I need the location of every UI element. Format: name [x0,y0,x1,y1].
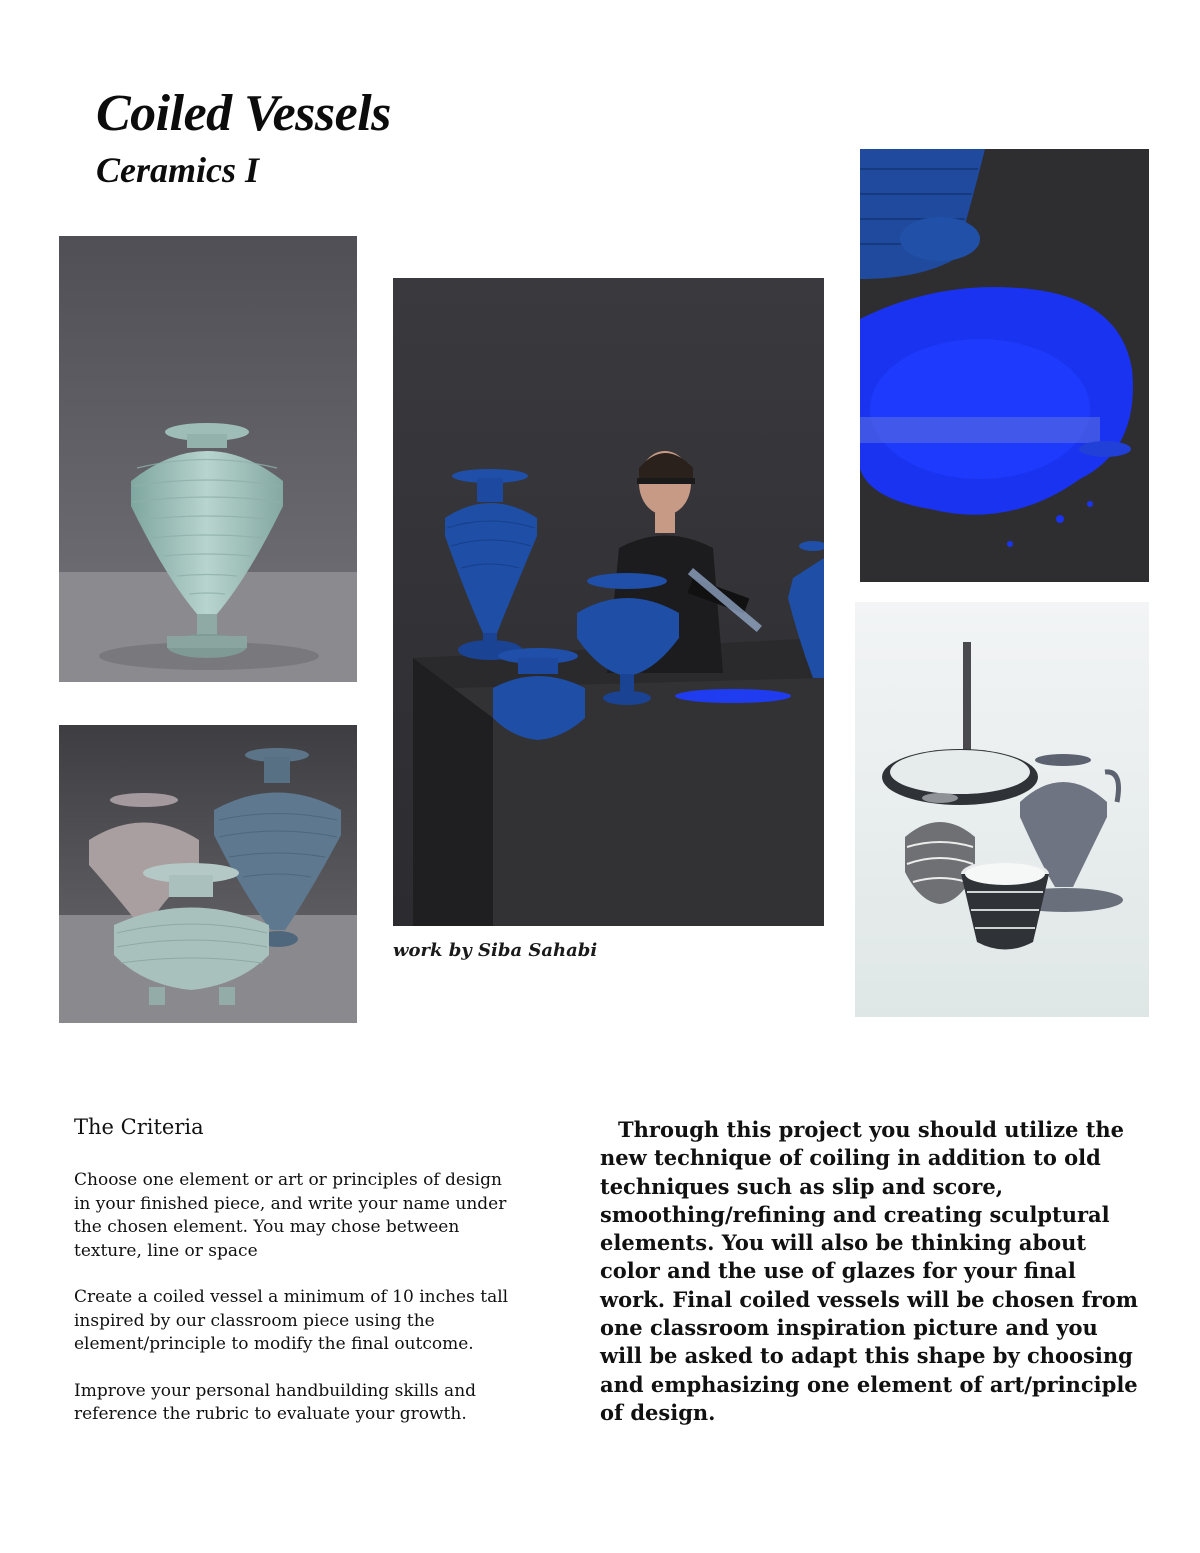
photo-blue-pigment [860,149,1149,582]
photo-grey-vessels [855,602,1149,1017]
photo-artist-blue-vessels [393,278,824,926]
criteria-section [74,1115,514,1450]
criteria-heading: The Criteria [74,1115,204,1139]
project-description: Through this project you should utilize the new technique of coiling in addition to old techniques such as slip and score, smoothing/refining and creating sculptural elements. You will also be thinking about color and the use of glazes for your final work. Final coiled vessels will be chosen from one classroom inspiration picture and you will be asked to adapt this shape by choosing and emphasizing one element of art/principle of design. [600,1117,1138,1425]
criteria-paragraph: Choose one element or art or principles of design in your finished piece, and write your name under the chosen element. You may chose between texture, line or space [74,1170,507,1261]
page-title: Coiled Vessels [96,85,391,142]
page-subtitle: Ceramics I [96,150,260,190]
photo-green-vessel [59,236,357,682]
criteria-paragraph: Improve your personal handbuilding skills and reference the rubric to evaluate your growth. [74,1380,477,1424]
photo-credit-caption: work by Siba Sahabi [393,940,598,961]
criteria-paragraph: Create a coiled vessel a minimum of 10 inches tall inspired by our classroom piece using the element/principle to modify the final outcome. [74,1287,509,1354]
photo-three-vessels [59,725,357,1023]
